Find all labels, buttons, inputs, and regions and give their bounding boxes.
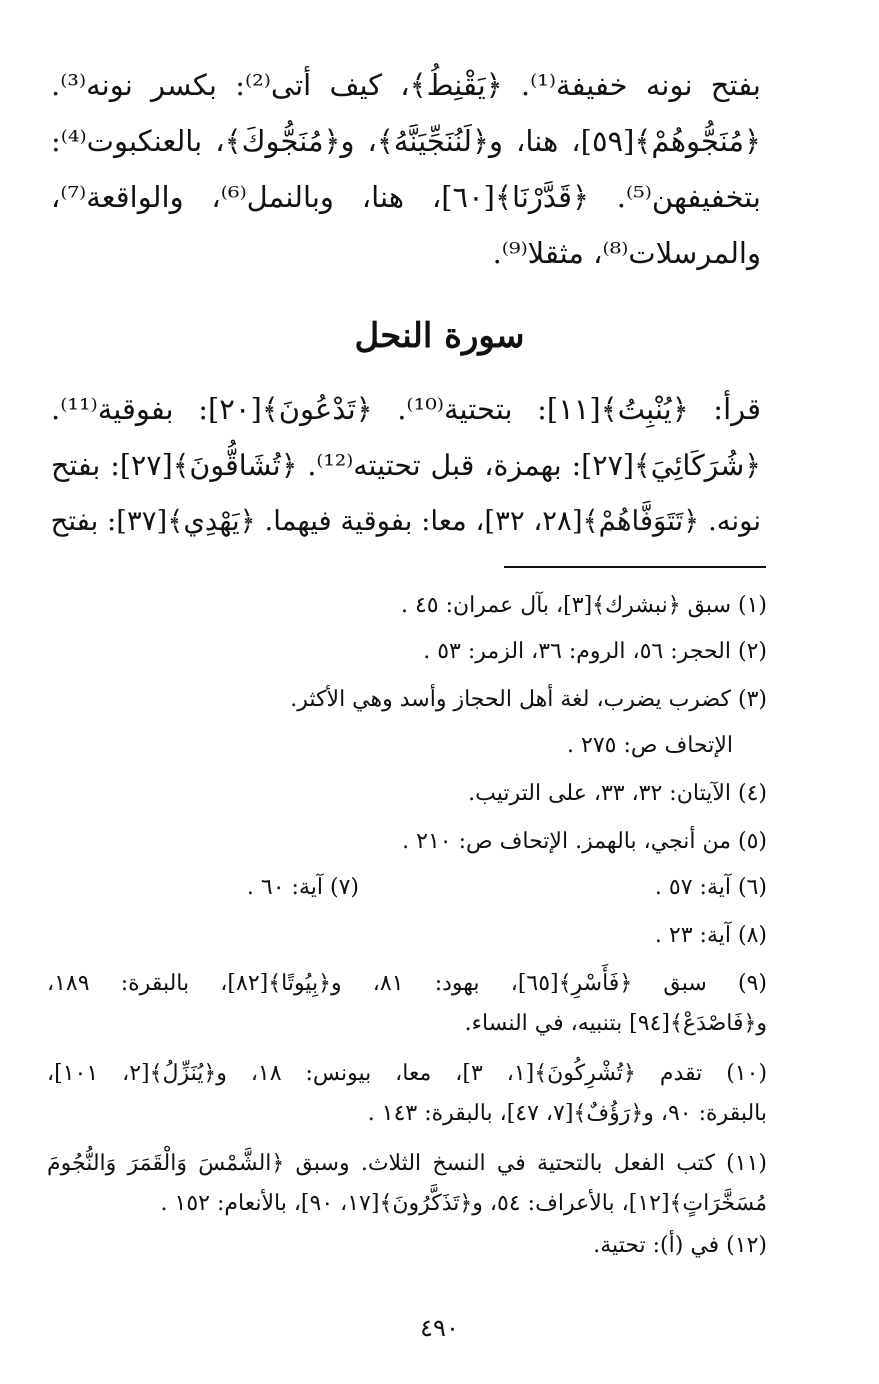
footnote-3-cont: الإتحاف ص: ٢٧٥ . [567,733,733,758]
surah-line-2: ﴿شُرَكَائِيَ﴾[٢٧]: بهمزة، قبل تحتيته⁽¹²⁾. ﴿تُشَاقُّونَ﴾[٢٧]: بفتح [51,449,761,482]
page-number: ٤٩٠ [420,1314,459,1342]
footnote-1: (١) سبق ﴿نبشرك﴾[٣]، بآل عمران: ٤٥ . [400,593,767,618]
footnote-5: (٥) من أنجي، بالهمز. الإتحاف ص: ٢١٠ . [402,829,767,854]
body-line-2: ﴿مُنَجُّوهُمْ﴾[٥٩]، هنا، و﴿لَنُنَجِّيَنَّهُ﴾، و﴿مُنَجُّوكَ﴾، بالعنكبوت⁽⁴⁾: [51,124,761,158]
footnote-11-cont: مُسَخَّرَاتٍ﴾[١٢]، بالأعراف: ٥٤، و﴿تَذَكَّرُونَ﴾[١٧، ٩٠]، بالأنعام: ١٥٢ . [160,1191,767,1216]
footnote-9-cont: و﴿فَاصْدَعْ﴾[٩٤] بتنبيه، في النساء. [464,1011,767,1036]
footnote-9: (٩) سبق ﴿فَأَسْرِ﴾[٦٥]، بهود: ٨١، و﴿بِيُوتًا﴾[٨٢]، بالبقرة: ١٨٩، [47,971,767,996]
footnote-8: (٨) آية: ٢٣ . [654,923,767,948]
footnote-10-cont: بالبقرة: ٩٠، و﴿رَؤُفٌ﴾[٧، ٤٧]، بالبقرة: ١٤٣ . [367,1101,767,1126]
surah-title: سورة النحل [354,316,525,356]
footnote-11: (١١) كتب الفعل بالتحتية في النسخ الثلاث. وسبق ﴿الشَّمْسَ وَالْقَمَرَ وَالنُّجُومَ [47,1151,767,1176]
footnote-10: (١٠) تقدم ﴿تُشْرِكُونَ﴾[١، ٣]، معا، بيونس: ١٨، و﴿يُنَزِّلُ﴾[٢، ١٠١]، [47,1061,768,1086]
surah-line-3: نونه. ﴿تَتَوَفَّاهُمْ﴾[٢٨، ٣٢]، معا: بفوقية فيهما. ﴿يَهْدِي﴾[٣٧]: بفتح [50,505,761,537]
footnote-4: (٤) الآيتان: ٣٢، ٣٣، على الترتيب. [468,781,767,806]
surah-line-1: قرأ: ﴿يُنْبِتُ﴾[١١]: بتحتية⁽¹⁰⁾. ﴿تَدْعُونَ﴾[٢٠]: بفوقية⁽¹¹⁾. [51,392,761,426]
body-line-4: والمرسلات⁽⁸⁾، مثقلا⁽⁹⁾. [492,236,761,270]
footnote-2: (٢) الحجر: ٥٦، الروم: ٣٦، الزمر: ٥٣ . [423,639,767,664]
body-line-3: بتخفيفهن⁽⁵⁾. ﴿قَدَّرْنَا﴾[٦٠]، هنا، وبالنمل⁽⁶⁾، والواقعة⁽⁷⁾، [51,180,761,214]
footnote-7: (٧) آية: ٦٠ . [246,875,359,900]
footnote-3: (٣) كضرب يضرب، لغة أهل الحجاز وأسد وهي الأكثر. [290,687,767,712]
footnote-6: (٦) آية: ٥٧ . [654,875,767,900]
body-line-1: بفتح نونه خفيفة⁽¹⁾. ﴿يَقْنِطُ﴾، كيف أتى⁽²⁾: بكسر نونه⁽³⁾. [51,68,762,102]
footnote-12: (١٢) في (أ): تحتية. [593,1233,767,1258]
footnote-separator [504,566,766,568]
